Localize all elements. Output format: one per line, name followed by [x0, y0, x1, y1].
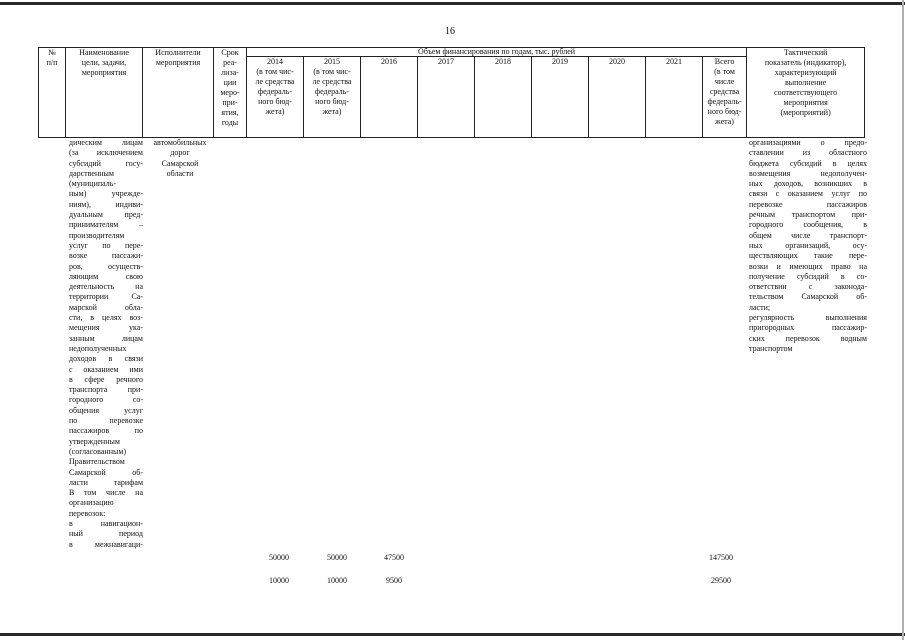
activity-name-line: (согласованным)	[69, 446, 127, 456]
header-executors: Исполнители мероприятия	[143, 48, 214, 138]
activity-name-line: сти, в целях воз-	[69, 313, 143, 323]
row-interseason-total: 29500	[711, 576, 731, 585]
activity-name-line: дуальным пред-	[69, 210, 143, 220]
activity-name-line: транспорта при-	[69, 385, 143, 395]
row-interseason-2016: 9500	[386, 576, 402, 585]
activity-name-line: ным) учрежде-	[69, 189, 143, 199]
activity-name-line: ляющим свою	[69, 271, 143, 281]
row-interseason-2014: 10000	[269, 576, 289, 585]
indicator-line: регулярность выполнения	[749, 313, 867, 323]
indicator-line: ответствии с законода-	[749, 282, 867, 292]
executor-line: дорог	[170, 148, 190, 158]
activity-name-line: общения услуг	[69, 405, 143, 415]
header-year-2015: 2015 (в том чис- ле средства федераль- ного бюд- жета)	[304, 57, 361, 138]
activity-name-line: услуг по пере-	[69, 240, 143, 250]
activity-name-line: с оказанием ими	[69, 364, 143, 374]
indicator-line: возмещения недополучен-	[749, 168, 867, 178]
header-year-2020: 2020	[589, 57, 646, 138]
scan-edge-top	[0, 2, 905, 5]
activity-name-line: в сфере речного	[69, 374, 143, 384]
indicator-line: получение субсидий в со-	[749, 271, 867, 281]
activity-name-line: в навигацион-	[69, 518, 143, 528]
header-year-2017: 2017	[418, 57, 475, 138]
activity-name-line: недополученных	[69, 343, 127, 353]
activity-name-line: организацию	[69, 498, 114, 508]
activity-name-line: Правительством	[69, 457, 125, 467]
row-navigation-2014: 50000	[269, 553, 289, 562]
header-year-2021: 2021	[646, 57, 703, 138]
header-year-2019: 2019	[532, 57, 589, 138]
activity-name-line: ров, осуществ-	[69, 261, 143, 271]
header-total: Всего (в том числе средства федераль- ного бюд- жета)	[703, 57, 747, 138]
indicator-line: ществляющих такие пере-	[749, 251, 867, 261]
activity-name-line: в межнавигаци-	[69, 539, 143, 549]
activity-name-line: перевозок:	[69, 508, 106, 518]
activity-name-line: ниям), индиви-	[69, 199, 143, 209]
activity-name-line: дарственным	[69, 168, 114, 178]
indicator-line: общем числе транспорт-	[749, 230, 867, 240]
indicator-line: ных доходов, возникших в	[749, 179, 867, 189]
activity-name-line: ласти тарифам	[69, 477, 143, 487]
activity-name-line: В том числе на	[69, 488, 143, 498]
executor-line: Самарской	[161, 158, 199, 168]
activity-name-line: марской обла-	[69, 302, 143, 312]
row-navigation-2015: 50000	[327, 553, 347, 562]
indicator-line: пригородных пассажир-	[749, 323, 867, 333]
row-interseason-2015: 10000	[327, 576, 347, 585]
activity-name-line: пассажиров по	[69, 426, 143, 436]
indicator-line: перевозке пассажиров	[749, 199, 867, 209]
header-term: Срок реа- лиза- ции меро- при- ятия, годы	[214, 48, 247, 138]
activity-name-line: (муниципаль-	[69, 179, 117, 189]
indicator-line: речным транспортом при-	[749, 210, 867, 220]
activity-name-line: (за исключением	[69, 148, 143, 158]
activity-name-line: по перевозке	[69, 416, 143, 426]
header-no: № п/п	[39, 48, 66, 138]
activity-name-line: Самарской об-	[69, 467, 143, 477]
indicator-line: организациями о предо-	[749, 138, 867, 147]
activity-name-line: городного со-	[69, 395, 143, 405]
indicator-line: бюджета субсидий в целях	[749, 158, 867, 168]
activity-name-line: занным лицам	[69, 333, 143, 343]
header-indicator: Тактический показатель (индикатор), характеризующий выполнение соответствующего мероприятия (мероприятий)	[747, 48, 865, 138]
indicator-line: связи с оказанием услуг по	[749, 189, 867, 199]
indicator-line: ских перевозок водным	[749, 333, 867, 343]
activity-name-line: принимателям –	[69, 220, 143, 230]
activity-name-line: производителям	[69, 230, 125, 240]
scan-edge-bottom	[0, 633, 905, 636]
executor-line: области	[166, 168, 194, 178]
indicator-line: тельством Самарской об-	[749, 292, 867, 302]
activity-name-line: доходов в связи	[69, 354, 143, 364]
activity-name-line: ный период	[69, 529, 143, 539]
activity-name-text	[69, 138, 143, 550]
financing-table	[38, 47, 865, 138]
header-name: Наименование цели, задачи, мероприятия	[66, 48, 143, 138]
header-year-2014: 2014 (в том чис- ле средства федераль- ного бюд- жета)	[247, 57, 304, 138]
activity-name-line: утвержденным	[69, 436, 120, 446]
indicator-line: ласти;	[749, 302, 771, 312]
scan-edge-right	[902, 0, 904, 640]
row-navigation-total: 147500	[709, 553, 733, 562]
indicator-line: ных организаций, осу-	[749, 240, 867, 250]
activity-name-line: субсидий госу-	[69, 158, 143, 168]
activity-name-line: мещения ука-	[69, 323, 143, 333]
header-year-2018: 2018	[475, 57, 532, 138]
header-year-2016: 2016	[361, 57, 418, 138]
page-number: 16	[445, 26, 455, 37]
indicator-line: возки и имеющих право на	[749, 261, 867, 271]
activity-name-line: деятельность на	[69, 282, 143, 292]
executor-text	[146, 138, 214, 179]
activity-name-line: возке пассажи-	[69, 251, 143, 261]
header-funding-group: Объем финансирования по годам, тыс. рублей	[247, 48, 747, 57]
indicator-line: ставлении из областного	[749, 148, 867, 158]
indicator-text	[749, 138, 867, 354]
activity-name-line: территории Са-	[69, 292, 143, 302]
executor-line: автомобильных	[153, 138, 207, 147]
indicator-line: городного сообщения, в	[749, 220, 867, 230]
activity-name-line: дическим лицам	[69, 138, 143, 147]
row-navigation-2016: 47500	[384, 553, 404, 562]
indicator-line: транспортом	[749, 343, 793, 353]
